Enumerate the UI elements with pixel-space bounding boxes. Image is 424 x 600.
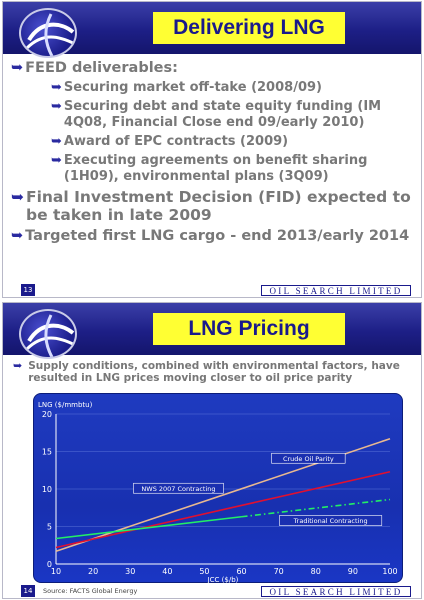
bullet-feed xyxy=(11,60,415,77)
sub-bullet xyxy=(51,99,415,131)
y-tick-label: 0 xyxy=(46,560,52,569)
bullet-text: FEED deliverables: xyxy=(25,60,178,76)
x-tick-label: 20 xyxy=(88,567,99,576)
slide-title-box xyxy=(153,313,345,345)
arrow-bullet-icon: ➥ xyxy=(51,80,62,95)
x-tick-label: 100 xyxy=(382,567,398,576)
annotation-label: Crude Oil Parity xyxy=(282,454,334,463)
y-tick-label: 20 xyxy=(41,410,52,419)
page-number: 13 xyxy=(21,284,35,296)
slide-title: LNG Pricing xyxy=(188,317,310,340)
sub-bullet xyxy=(51,80,415,96)
subtitle-text: Supply conditions, combined with environmental factors, have resulted in LNG prices moving closer to oil price parity xyxy=(28,360,400,384)
x-axis-label: JCC ($/b) xyxy=(207,576,239,584)
arrow-bullet-icon: ➥ xyxy=(11,188,24,206)
y-axis-label: LNG ($/mmbtu) xyxy=(38,401,93,409)
footer-text: OIL SEARCH LIMITED xyxy=(269,285,403,296)
x-tick-label: 80 xyxy=(310,567,321,576)
footer-brand xyxy=(261,586,411,597)
x-tick-label: 90 xyxy=(347,567,358,576)
subtitle-bullet xyxy=(13,360,413,384)
bullet-list xyxy=(11,60,415,248)
slide-header xyxy=(3,303,421,355)
slide-title-box xyxy=(153,12,345,44)
sub-bullet-text: Securing debt and state equity funding (IM 4Q08, Financial Close end 09/early 2010) xyxy=(63,99,382,130)
arrow-bullet-icon: ➥ xyxy=(51,153,62,168)
source-note: Source: FACTS Global Energy xyxy=(43,587,138,595)
sub-bullet xyxy=(51,153,415,185)
oil-search-logo-icon xyxy=(19,309,77,359)
slide-delivering-lng xyxy=(2,1,422,298)
page-number: 14 xyxy=(21,585,35,597)
series-line-3 xyxy=(242,500,390,517)
y-tick-label: 10 xyxy=(41,485,52,494)
sub-bullet-text: Securing market off-take (2008/09) xyxy=(63,80,322,95)
footer-text: OIL SEARCH LIMITED xyxy=(269,586,403,597)
arrow-bullet-icon: ➥ xyxy=(11,228,24,244)
sub-bullet-text: Executing agreements on benefit sharing (1H09), environmental plans (3Q09) xyxy=(63,153,368,184)
x-tick-label: 30 xyxy=(125,567,136,576)
sub-bullet xyxy=(51,134,415,150)
bullet-fid xyxy=(11,188,415,224)
chart-svg xyxy=(34,394,404,584)
slide-header xyxy=(3,2,421,54)
arrow-bullet-icon: ➥ xyxy=(11,60,24,76)
x-tick-label: 70 xyxy=(273,567,284,576)
bullet-text: Targeted first LNG cargo - end 2013/early 2014 xyxy=(25,228,410,244)
oil-search-logo-icon xyxy=(19,8,77,58)
bullet-text: Final Investment Decision (FID) expected to be taken in late 2009 xyxy=(26,188,411,224)
x-tick-label: 40 xyxy=(162,567,173,576)
arrow-bullet-icon: ➥ xyxy=(51,99,62,114)
annotation-label: Traditional Contracting xyxy=(293,517,368,525)
y-tick-label: 15 xyxy=(41,447,52,457)
arrow-bullet-icon: ➥ xyxy=(13,359,23,372)
slide-title: Delivering LNG xyxy=(173,16,325,39)
arrow-bullet-icon: ➥ xyxy=(51,134,62,149)
x-tick-label: 60 xyxy=(236,567,247,576)
x-tick-label: 10 xyxy=(50,567,62,576)
sub-bullet-text: Award of EPC contracts (2009) xyxy=(63,134,289,149)
annotation-label: NWS 2007 Contracting xyxy=(141,484,216,493)
footer-brand xyxy=(261,285,411,296)
y-tick-label: 5 xyxy=(46,522,52,532)
x-tick-label: 50 xyxy=(199,567,210,576)
slide-lng-pricing xyxy=(2,302,422,599)
bullet-cargo xyxy=(11,228,415,245)
lng-pricing-chart xyxy=(33,393,403,583)
